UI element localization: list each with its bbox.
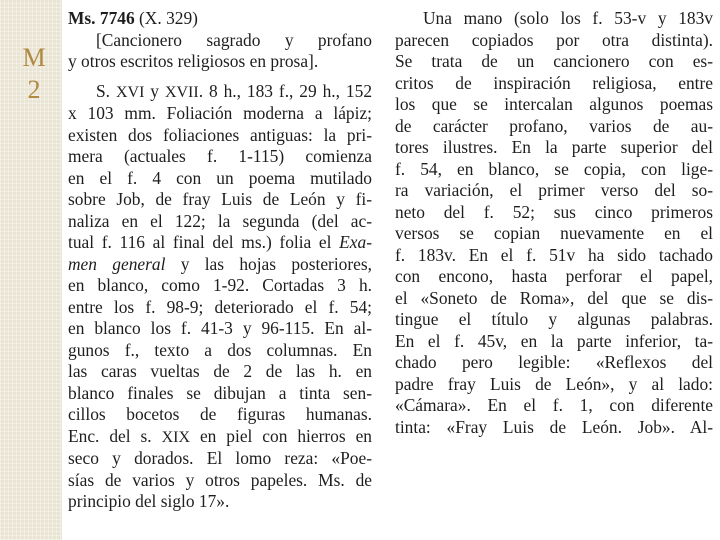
description-line: las caras vueltas de 2 de las h. en bbox=[68, 361, 372, 381]
body-line: tinta: «Fray Luis de León. Job». Al- bbox=[395, 416, 713, 437]
description-line: sobre Job, de fray Luis de León y fi- bbox=[68, 189, 372, 209]
body-line: Una mano (solo los f. 53-v y 183v bbox=[423, 8, 713, 28]
description-line: en blanco, como 1-92. Cortadas 3 h. bbox=[68, 275, 372, 295]
description-line: cillos bocetos de figuras humanas. bbox=[68, 404, 372, 424]
body-line: En el f. 45v, en la parte inferior, ta- bbox=[395, 330, 713, 351]
description-line: principio del siglo 17». bbox=[68, 491, 230, 511]
description-line: men general y las hojas posteriores, bbox=[68, 253, 372, 274]
body-line: neto del f. 52; sus cinco primeros bbox=[395, 201, 713, 222]
description-line: blanco finales se dibujan a tinta sen- bbox=[68, 382, 372, 403]
slide-marker bbox=[20, 42, 48, 106]
title-line: [Cancionero sagrado y profano bbox=[96, 29, 372, 50]
description-line: seco y dorados. El lomo reza: «Poe- bbox=[68, 448, 372, 468]
body-line: Se trata de un cancionero con es- bbox=[395, 51, 713, 71]
old-number: (X. 329) bbox=[134, 8, 198, 28]
right-column bbox=[395, 8, 713, 438]
scanned-catalog-page bbox=[62, 0, 720, 540]
body-line: critos de inspiración religiosa, entre bbox=[395, 72, 713, 93]
body-line: con encono, hasta perforar el papel, bbox=[395, 266, 713, 286]
description-line: mera (actuales f. 1-115) comienza bbox=[68, 146, 372, 166]
description-line: sías de varios y otros papeles. Ms. de bbox=[68, 469, 372, 490]
body-line: el «Soneto de Roma», del que se dis- bbox=[395, 287, 713, 308]
paragraph-gap bbox=[68, 73, 372, 81]
slide-marker-number: 2 bbox=[27, 75, 41, 104]
body-line: «Cámara». En el f. 1, con diferente bbox=[395, 395, 713, 415]
description-line: Enc. del s. XIX en piel con hierros en bbox=[68, 425, 372, 446]
body-line: tores ilustres. En la parte superior del bbox=[395, 137, 713, 157]
slide-marker-letter: M bbox=[22, 43, 46, 72]
body-line: f. 183v. En el f. 51v ha sido tachado bbox=[395, 244, 713, 265]
description-line: gunos f., texto a dos columnas. En bbox=[68, 339, 372, 360]
body-line: f. 54, en blanco, se copia, con lige- bbox=[395, 158, 713, 179]
title-line: y otros escritos religiosos en prosa]. bbox=[68, 51, 319, 71]
shelfmark: Ms. 7746 bbox=[68, 8, 135, 28]
body-line: ra variación, el primer verso del so- bbox=[395, 180, 713, 200]
body-line: padre fray Luis de León», y al lado: bbox=[395, 373, 713, 394]
body-line: de carácter profano, varios de au- bbox=[395, 115, 713, 136]
body-line: los que se intercalan algunos poemas bbox=[395, 94, 713, 114]
entry-heading bbox=[68, 8, 372, 30]
description-line: tual f. 116 al final del ms.) folia el Exa- bbox=[68, 232, 372, 252]
body-line: tingue el título y algunas palabras. bbox=[395, 309, 713, 329]
body-line: parecen copiados por otra distinta). bbox=[395, 29, 713, 50]
description-line: S. XVI y XVII. 8 h., 183 f., 29 h., 152 bbox=[96, 80, 373, 101]
description-line: naliza en el 122; la segunda (del ac- bbox=[68, 210, 372, 231]
description-line: existen dos foliaciones antiguas: la pri- bbox=[68, 124, 372, 145]
left-column bbox=[68, 8, 372, 513]
description-line: entre los f. 98-9; deteriorado el f. 54; bbox=[68, 296, 372, 317]
body-line: chado pero legible: «Reflexos del bbox=[395, 352, 713, 372]
description-line: x 103 mm. Foliación moderna a lápiz; bbox=[68, 103, 372, 123]
body-line: versos se copian nuevamente en el bbox=[395, 223, 713, 243]
description-line: en el f. 4 con un poema mutilado bbox=[68, 167, 372, 188]
description-line: en blanco los f. 41-3 y 96-115. En al- bbox=[68, 318, 372, 338]
